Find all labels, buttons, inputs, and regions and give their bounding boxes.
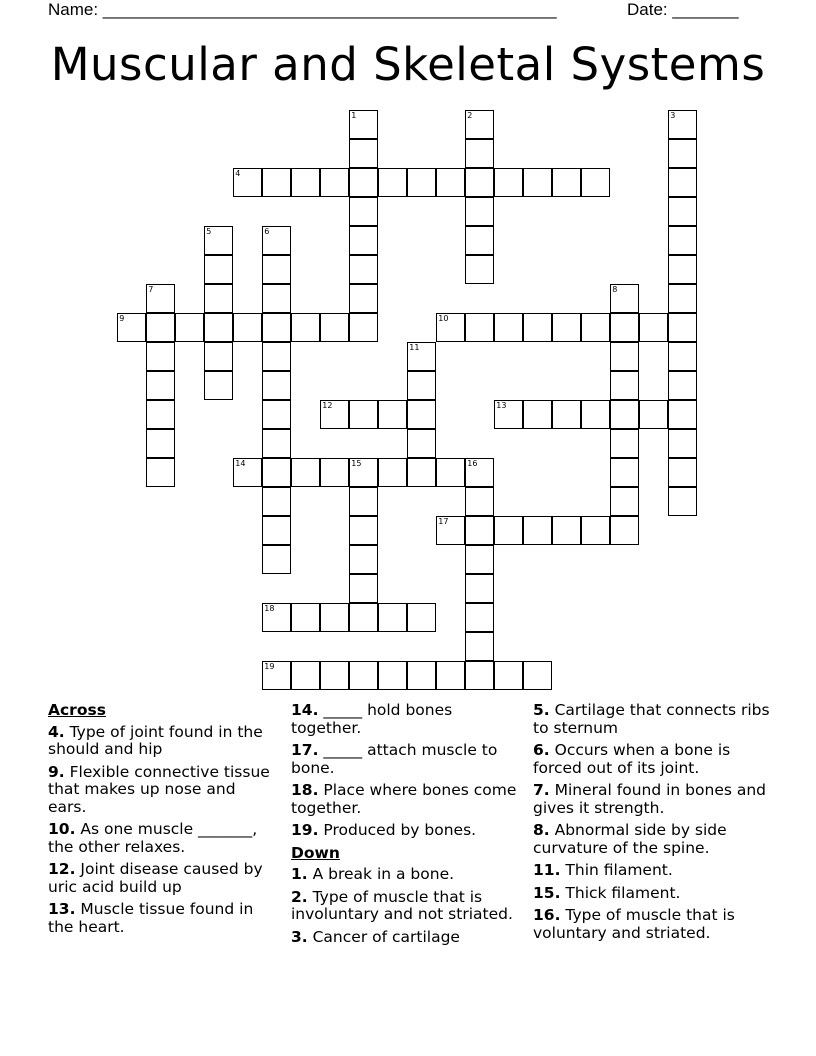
clue-number: 1. [291, 865, 308, 883]
clue-text: Abnormal side by side curvature of the spine. [533, 821, 727, 857]
grid-cell[interactable] [233, 458, 262, 487]
grid-cell[interactable] [204, 255, 233, 284]
grid-cell[interactable] [436, 168, 465, 197]
grid-cell[interactable] [349, 516, 378, 545]
name-field-label: Name: ________________________________________________ [48, 0, 557, 19]
grid-cell[interactable] [610, 313, 639, 342]
cell-number: 9 [119, 314, 125, 324]
clue-number: 19. [291, 821, 319, 839]
grid-cell[interactable] [523, 400, 552, 429]
grid-cell[interactable] [320, 661, 349, 690]
grid-cell[interactable] [291, 168, 320, 197]
clue-number: 9. [48, 762, 65, 781]
clue-across-10 [48, 821, 278, 856]
clues-column-2 [291, 702, 527, 951]
cell-number: 10 [438, 314, 449, 324]
grid-cell[interactable] [668, 371, 697, 400]
grid-cell[interactable] [262, 487, 291, 516]
cell-number: 5 [206, 227, 212, 237]
grid-cell[interactable] [581, 168, 610, 197]
grid-cell[interactable] [610, 400, 639, 429]
grid-cell[interactable] [146, 342, 175, 371]
clue-text: Produced by bones. [318, 821, 477, 839]
clue-number: 10. [48, 820, 76, 838]
clue-down-3 [291, 929, 527, 947]
clue-across-17 [291, 742, 527, 777]
grid-cell[interactable] [262, 429, 291, 458]
grid-cell[interactable] [407, 661, 436, 690]
grid-cell[interactable] [262, 226, 291, 255]
grid-cell[interactable] [465, 255, 494, 284]
grid-cell[interactable] [494, 168, 523, 197]
grid-cell[interactable] [494, 400, 523, 429]
grid-cell[interactable] [262, 516, 291, 545]
clue-text: Type of joint found in the should and hip [48, 722, 263, 758]
clue-across-19 [291, 822, 527, 840]
grid-cell[interactable] [320, 313, 349, 342]
grid-cell[interactable] [523, 661, 552, 690]
grid-cell[interactable] [494, 313, 523, 342]
clue-text: Type of muscle that is involuntary and not striated. [291, 887, 513, 923]
cell-number: 3 [670, 111, 676, 121]
cell-number: 15 [351, 459, 362, 469]
grid-cell[interactable] [436, 458, 465, 487]
clue-down-5 [533, 702, 773, 737]
grid-cell[interactable] [668, 342, 697, 371]
grid-cell[interactable] [175, 313, 204, 342]
grid-cell[interactable] [146, 400, 175, 429]
grid-cell[interactable] [146, 313, 175, 342]
clue-across-13 [48, 901, 278, 936]
clue-number: 13. [48, 900, 76, 918]
date-field-label: Date: _______ [627, 0, 739, 19]
grid-cell[interactable] [349, 197, 378, 226]
clue-down-1 [291, 866, 527, 884]
grid-cell[interactable] [262, 545, 291, 574]
grid-cell[interactable] [146, 429, 175, 458]
grid-cell[interactable] [465, 487, 494, 516]
grid-cell[interactable] [552, 168, 581, 197]
clue-number: 17. [291, 741, 319, 759]
clue-down-11 [533, 862, 773, 880]
grid-cell[interactable] [436, 661, 465, 690]
grid-cell[interactable] [378, 603, 407, 632]
clue-text: _____ hold bones together. [291, 701, 453, 737]
cell-number: 13 [496, 401, 507, 411]
grid-cell[interactable] [262, 255, 291, 284]
cell-number: 4 [235, 169, 241, 179]
grid-cell[interactable] [349, 574, 378, 603]
grid-cell[interactable] [378, 458, 407, 487]
cell-number: 2 [467, 111, 473, 121]
grid-cell[interactable] [465, 168, 494, 197]
grid-cell[interactable] [349, 400, 378, 429]
clue-number: 12. [48, 860, 76, 878]
grid-cell[interactable] [523, 168, 552, 197]
grid-cell[interactable] [668, 139, 697, 168]
grid-cell[interactable] [668, 168, 697, 197]
grid-cell[interactable] [610, 284, 639, 313]
grid-cell[interactable] [407, 371, 436, 400]
grid-cell[interactable] [349, 661, 378, 690]
grid-cell[interactable] [407, 342, 436, 371]
clue-across-9 [48, 764, 278, 817]
grid-cell[interactable] [668, 284, 697, 313]
grid-cell[interactable] [204, 226, 233, 255]
grid-cell[interactable] [204, 342, 233, 371]
grid-cell[interactable] [262, 168, 291, 197]
clue-number: 5. [533, 701, 550, 719]
grid-cell[interactable] [262, 313, 291, 342]
grid-cell[interactable] [465, 603, 494, 632]
grid-cell[interactable] [668, 458, 697, 487]
clue-number: 18. [291, 781, 319, 799]
clue-down-8 [533, 822, 773, 857]
clue-across-4 [48, 724, 278, 759]
grid-cell[interactable] [465, 139, 494, 168]
grid-cell[interactable] [465, 661, 494, 690]
grid-cell[interactable] [349, 313, 378, 342]
grid-cell[interactable] [436, 516, 465, 545]
clues-column-3 [533, 702, 773, 947]
grid-cell[interactable] [349, 226, 378, 255]
clue-number: 11. [533, 861, 561, 879]
clue-down-15 [533, 885, 773, 903]
grid-cell[interactable] [465, 313, 494, 342]
grid-cell[interactable] [668, 110, 697, 139]
grid-cell[interactable] [668, 429, 697, 458]
grid-cell[interactable] [552, 313, 581, 342]
grid-cell[interactable] [639, 400, 668, 429]
clue-text: Type of muscle that is voluntary and striated. [533, 906, 735, 942]
cell-number: 11 [409, 343, 420, 353]
clue-number: 8. [533, 821, 550, 839]
clue-text: Place where bones come together. [291, 781, 517, 817]
grid-cell[interactable] [523, 313, 552, 342]
clue-text: Cancer of cartilage [307, 927, 460, 946]
grid-cell[interactable] [349, 110, 378, 139]
clue-down-2 [291, 889, 527, 924]
clue-text: Mineral found in bones and gives it strength. [533, 781, 767, 817]
grid-cell[interactable] [349, 545, 378, 574]
grid-cell[interactable] [407, 168, 436, 197]
grid-cell[interactable] [291, 313, 320, 342]
grid-cell[interactable] [668, 400, 697, 429]
across-heading: Across [48, 701, 106, 719]
grid-cell[interactable] [668, 313, 697, 342]
clue-text: Joint disease caused by uric acid build up [48, 860, 263, 896]
grid-cell[interactable] [117, 313, 146, 342]
grid-cell[interactable] [204, 371, 233, 400]
grid-cell[interactable] [262, 458, 291, 487]
grid-cell[interactable] [146, 458, 175, 487]
clue-number: 4. [48, 722, 65, 741]
clue-text: _____ attach muscle to bone. [291, 741, 498, 777]
grid-cell[interactable] [378, 661, 407, 690]
grid-cell[interactable] [668, 197, 697, 226]
clue-number: 16. [533, 906, 561, 924]
grid-cell[interactable] [291, 603, 320, 632]
grid-cell[interactable] [349, 458, 378, 487]
cell-number: 14 [235, 459, 246, 469]
grid-cell[interactable] [378, 400, 407, 429]
grid-cell[interactable] [204, 284, 233, 313]
grid-cell[interactable] [378, 168, 407, 197]
clue-number: 2. [291, 887, 308, 906]
grid-cell[interactable] [407, 458, 436, 487]
grid-cell[interactable] [204, 313, 233, 342]
clue-text: Occurs when a bone is forced out of its joint. [533, 741, 731, 777]
clue-text: As one muscle _______, the other relaxes. [48, 820, 258, 856]
cell-number: 18 [264, 604, 275, 614]
clue-text: Thick filament. [560, 883, 681, 902]
grid-cell[interactable] [610, 516, 639, 545]
grid-cell[interactable] [291, 458, 320, 487]
grid-cell[interactable] [581, 516, 610, 545]
clue-number: 6. [533, 741, 550, 759]
grid-cell[interactable] [465, 226, 494, 255]
grid-cell[interactable] [407, 429, 436, 458]
page-title: Muscular and Skeletal Systems [50, 38, 766, 91]
grid-cell[interactable] [349, 284, 378, 313]
grid-cell[interactable] [349, 603, 378, 632]
clue-number: 3. [291, 927, 308, 946]
grid-cell[interactable] [668, 255, 697, 284]
cell-number: 7 [148, 285, 154, 295]
clue-down-7 [533, 782, 773, 817]
grid-cell[interactable] [610, 342, 639, 371]
grid-cell[interactable] [523, 516, 552, 545]
cell-number: 17 [438, 517, 449, 527]
down-heading: Down [291, 843, 340, 862]
clue-text: Flexible connective tissue that makes up nose and ears. [48, 762, 270, 816]
grid-cell[interactable] [407, 400, 436, 429]
grid-cell[interactable] [320, 603, 349, 632]
clue-down-6 [533, 742, 773, 777]
grid-cell[interactable] [465, 545, 494, 574]
clues-column-1 [48, 702, 278, 941]
clue-across-18 [291, 782, 527, 817]
clue-number: 7. [533, 781, 550, 799]
grid-cell[interactable] [320, 458, 349, 487]
clue-text: A break in a bone. [307, 865, 455, 883]
grid-cell[interactable] [465, 574, 494, 603]
grid-cell[interactable] [349, 139, 378, 168]
grid-cell[interactable] [349, 255, 378, 284]
grid-cell[interactable] [262, 371, 291, 400]
clue-number: 15. [533, 883, 561, 902]
grid-cell[interactable] [465, 458, 494, 487]
grid-cell[interactable] [407, 603, 436, 632]
grid-cell[interactable] [465, 197, 494, 226]
clue-across-14 [291, 702, 527, 737]
grid-cell[interactable] [581, 313, 610, 342]
cell-number: 19 [264, 662, 275, 672]
grid-cell[interactable] [262, 603, 291, 632]
grid-cell[interactable] [465, 110, 494, 139]
clue-text: Cartilage that connects ribs to sternum [533, 701, 770, 737]
grid-cell[interactable] [146, 371, 175, 400]
grid-cell[interactable] [581, 400, 610, 429]
grid-cell[interactable] [233, 168, 262, 197]
grid-cell[interactable] [233, 313, 262, 342]
grid-cell[interactable] [552, 516, 581, 545]
clue-text: Muscle tissue found in the heart. [48, 900, 254, 936]
cell-number: 12 [322, 401, 333, 411]
grid-cell[interactable] [320, 168, 349, 197]
grid-cell[interactable] [146, 284, 175, 313]
grid-cell[interactable] [610, 487, 639, 516]
grid-cell[interactable] [610, 429, 639, 458]
clue-text: Thin filament. [560, 861, 673, 879]
grid-cell[interactable] [320, 400, 349, 429]
grid-cell[interactable] [262, 342, 291, 371]
grid-cell[interactable] [291, 661, 320, 690]
grid-cell[interactable] [552, 400, 581, 429]
grid-cell[interactable] [262, 661, 291, 690]
cell-number: 1 [351, 111, 357, 121]
clue-down-16 [533, 907, 773, 942]
grid-cell[interactable] [349, 168, 378, 197]
grid-cell[interactable] [610, 458, 639, 487]
cell-number: 6 [264, 227, 270, 237]
grid-cell[interactable] [494, 661, 523, 690]
grid-cell[interactable] [668, 487, 697, 516]
clue-number: 14. [291, 701, 319, 719]
cell-number: 8 [612, 285, 618, 295]
grid-cell[interactable] [668, 226, 697, 255]
grid-cell[interactable] [465, 516, 494, 545]
grid-cell[interactable] [639, 313, 668, 342]
grid-cell[interactable] [436, 313, 465, 342]
grid-cell[interactable] [262, 284, 291, 313]
grid-cell[interactable] [610, 371, 639, 400]
grid-cell[interactable] [494, 516, 523, 545]
grid-cell[interactable] [262, 400, 291, 429]
cell-number: 16 [467, 459, 478, 469]
clue-across-12 [48, 861, 278, 896]
grid-cell[interactable] [465, 632, 494, 661]
grid-cell[interactable] [349, 487, 378, 516]
